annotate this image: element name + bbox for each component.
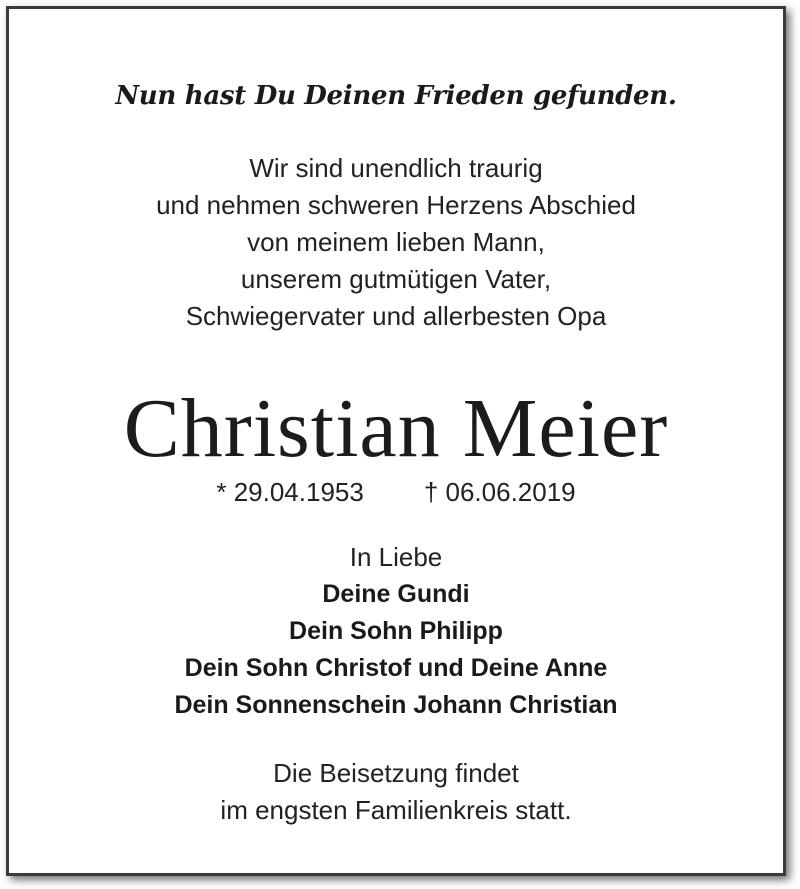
deceased-name: Christian Meier [123, 382, 669, 475]
death-date: † 06.06.2019 [423, 477, 576, 507]
motto-heading: Nun hast Du Deinen Frieden gefunden. [115, 81, 677, 111]
intro-line: Schwiegervater und allerbesten Opa [185, 301, 607, 331]
intro-line: unserem gutmütigen Vater, [240, 264, 552, 294]
signer: Dein Sohn Philipp [289, 617, 503, 645]
burial-line: Die Beisetzung findet [273, 758, 519, 788]
burial-line: im engsten Familienkreis statt. [220, 795, 572, 825]
burial-note [9, 755, 783, 829]
intro-line: Wir sind unendlich traurig [249, 153, 543, 183]
intro-text [9, 150, 783, 335]
obituary-notice [6, 6, 786, 876]
birth-date: * 29.04.1953 [216, 477, 364, 507]
signers-list [9, 576, 783, 724]
signer: Dein Sohn Christof und Deine Anne [184, 654, 608, 682]
intro-line: und nehmen schweren Herzens Abschied [156, 190, 636, 220]
closing-phrase: In Liebe [349, 542, 443, 572]
intro-line: von meinem lieben Mann, [247, 227, 545, 257]
life-dates [9, 476, 783, 508]
signer: Deine Gundi [322, 580, 470, 608]
signer: Dein Sonnenschein Johann Christian [174, 691, 618, 719]
